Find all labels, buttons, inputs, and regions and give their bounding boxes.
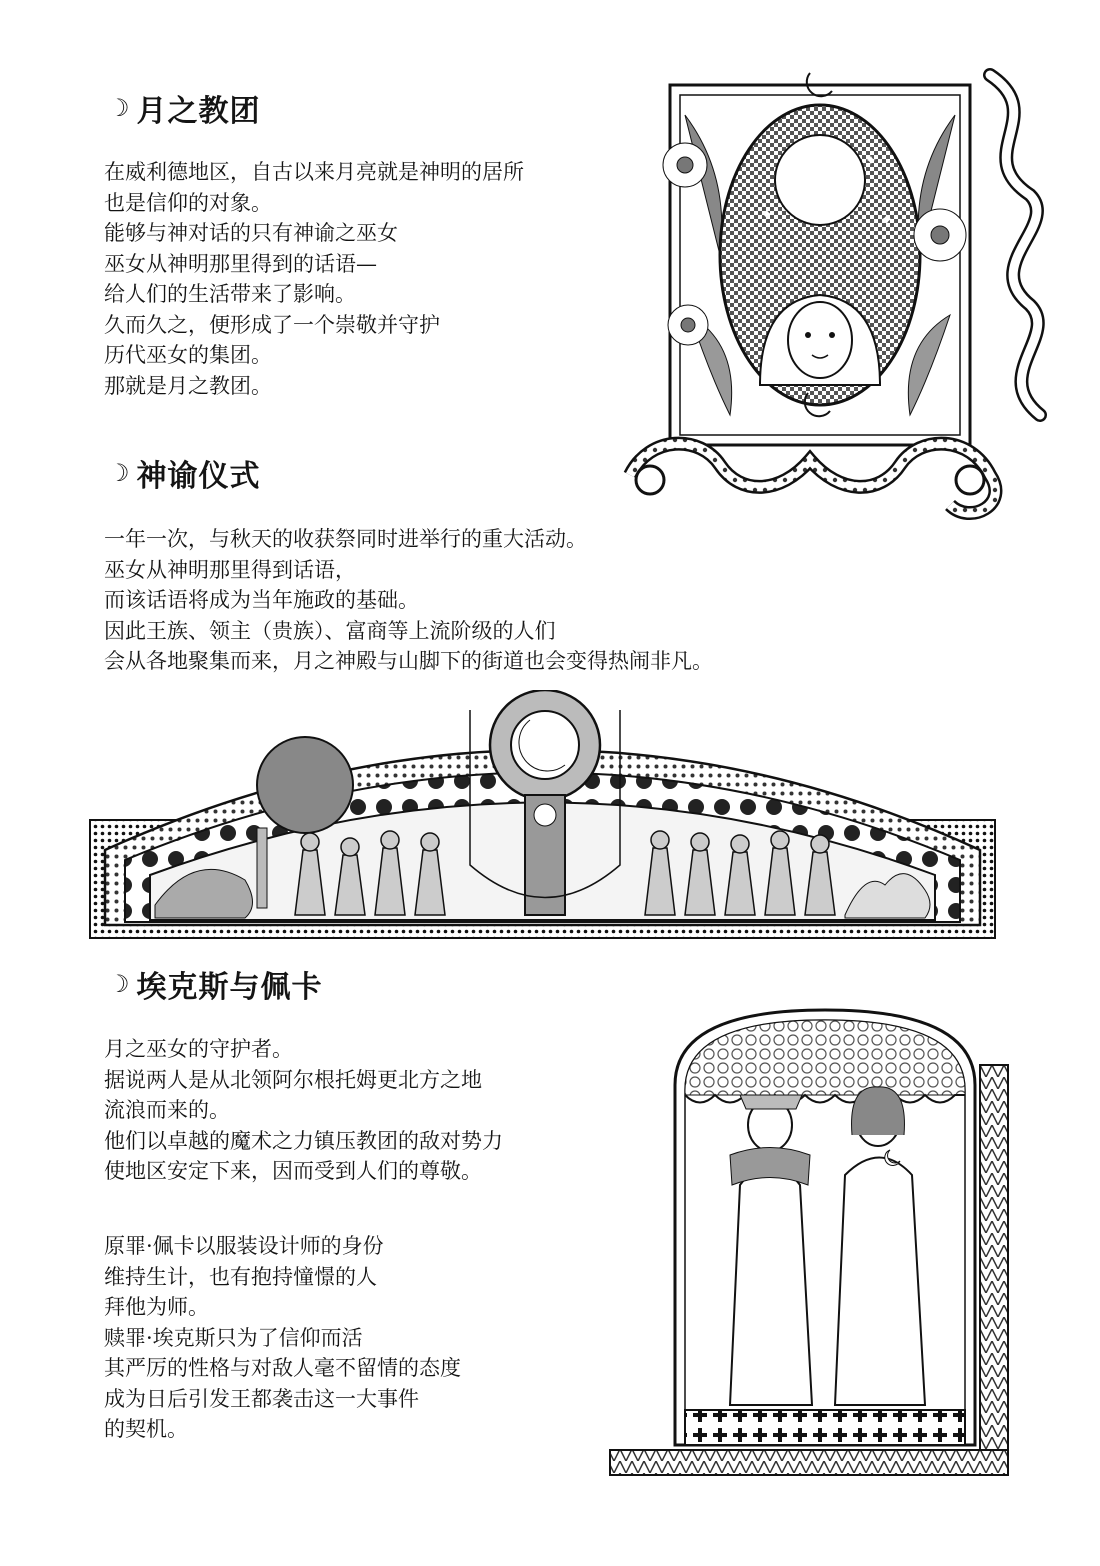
- text-line: 原罪·佩卡以服装设计师的身份: [104, 1234, 384, 1258]
- section-heading-moon-order: [108, 86, 261, 130]
- text-line: 的契机。: [104, 1417, 188, 1441]
- heading-text: 埃克斯与佩卡: [136, 970, 323, 1005]
- text-line: 在威利德地区，自古以来月亮就是神明的居所: [104, 160, 524, 184]
- crescent-moon-icon: ☽: [108, 459, 131, 487]
- guardians-illustration: [590, 1005, 1030, 1485]
- text-line: 能够与神对话的只有神谕之巫女: [104, 221, 398, 245]
- section-body-continued: [104, 1231, 461, 1445]
- text-line: 拜他为师。: [104, 1295, 209, 1319]
- crescent-moon-icon: ☽: [108, 94, 131, 122]
- svg-text:✦: ✦: [880, 210, 894, 229]
- text-line: 一年一次，与秋天的收获祭同时进举行的重大活动。: [104, 527, 587, 551]
- shrine-maiden-illustration: [610, 55, 1060, 525]
- section-body: [104, 524, 713, 677]
- text-line: 巫女从神明那里得到的话语—: [104, 251, 377, 276]
- text-line: 给人们的生活带来了影响。: [104, 282, 356, 306]
- section-heading-ex-and-peka: [108, 962, 323, 1006]
- heading-text: 神谕仪式: [136, 459, 261, 494]
- text-line: 赎罪·埃克斯只为了信仰而活: [104, 1325, 363, 1350]
- text-line: 月之巫女的守护者。: [104, 1037, 293, 1061]
- heading-text: 月之教团: [136, 94, 261, 129]
- text-line: 久而久之，便形成了一个崇敬并守护: [104, 312, 440, 337]
- text-line: 历代巫女的集团。: [104, 343, 272, 367]
- text-line: 他们以卓越的魔术之力镇压教团的敌对势力: [104, 1128, 503, 1153]
- text-line: 那就是月之教团。: [104, 373, 272, 398]
- text-line: 其严厉的性格与对敌人毫不留情的态度: [104, 1356, 461, 1380]
- svg-text:✦: ✦: [865, 153, 877, 169]
- section-body: [104, 1034, 503, 1187]
- text-line: 据说两人是从北领阿尔根托姆更北方之地: [104, 1067, 482, 1092]
- text-line: 使地区安定下来，因而受到人们的尊敬。: [104, 1159, 482, 1183]
- section-body: [104, 157, 524, 401]
- text-line: 流浪而来的。: [104, 1098, 230, 1122]
- crescent-moon-icon: ☽: [108, 970, 131, 998]
- oracle-ceremony-illustration: [85, 690, 1005, 945]
- svg-text:✦: ✦: [760, 205, 774, 224]
- text-line: 巫女从神明那里得到话语，: [104, 557, 356, 582]
- text-line: 因此王族、领主（贵族）、富商等上流阶级的人们: [104, 618, 556, 643]
- text-line: 维持生计，也有抱持憧憬的人: [104, 1264, 377, 1289]
- text-line: 也是信仰的对象。: [104, 190, 272, 215]
- section-heading-oracle-ritual: [108, 451, 261, 495]
- text-line: 成为日后引发王都袭击这一大事件: [104, 1386, 419, 1411]
- text-line: 而该话语将成为当年施政的基础。: [104, 588, 419, 612]
- text-line: 会从各地聚集而来，月之神殿与山脚下的街道也会变得热闹非凡。: [104, 649, 713, 673]
